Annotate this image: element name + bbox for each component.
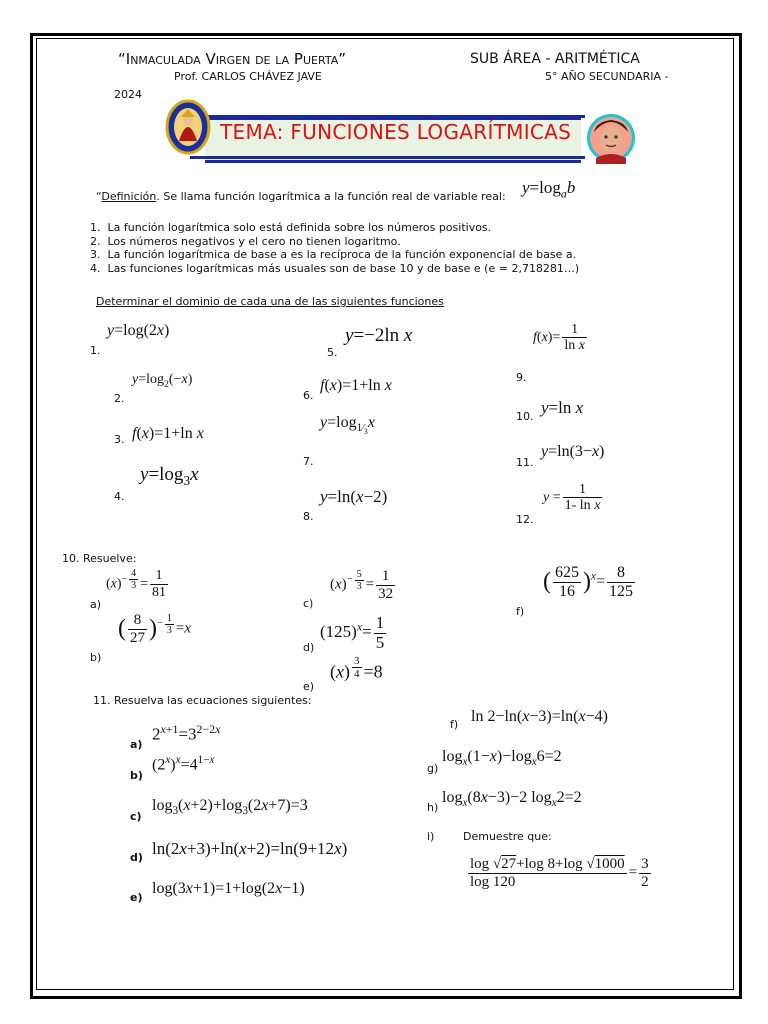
item-label: g) <box>427 762 439 775</box>
equation-11e: log(3x+1)=1+log(2x−1) <box>152 880 305 897</box>
function-12: y = $\frac{1}{\text{1- ln x}}$ <box>543 482 601 514</box>
teacher-avatar <box>586 112 636 164</box>
item-label: a) <box>90 598 102 611</box>
teacher-name: Prof. CARLOS CHÁVEZ JAVE <box>174 70 322 83</box>
topic-title: TEMA: FUNCIONES LOGARÍTMICAS <box>220 120 572 144</box>
property-item: 1. La función logarítmica solo está definida sobre los números positivos. <box>90 221 492 234</box>
equation-10a: $(x)^{- \frac{4}{3}}$ = $\frac{1}{81}$ <box>106 568 166 600</box>
exercise-number: 1. <box>90 344 101 357</box>
function-6: f(x)=1+ln x <box>320 377 392 394</box>
equation-11f: ln 2−ln(x−3)=ln(x−4) <box>471 708 608 725</box>
item-label: a) <box>130 738 143 751</box>
equation-10c: $(x)^{- \frac{5}{3}}$ = $\frac{1}{32}$ <box>330 568 394 602</box>
item-label: d) <box>130 851 143 864</box>
section-11-title: 11. Resuelva las ecuaciones siguientes: <box>93 694 312 707</box>
exercise-number: 9. <box>516 371 527 384</box>
exercise-number: 5. <box>327 346 338 359</box>
definition-quote: “ <box>96 190 102 203</box>
equation-11c: $\log_3(x+2)+\log_3(2x+7)=3$ <box>152 797 308 818</box>
equation-11b: $(2^x)^x=4^{1-x}$ <box>152 754 215 774</box>
definition-line <box>96 190 506 203</box>
exercise-number: 3. <box>114 433 125 446</box>
subject-area: SUB ÁREA - ARITMÉTICA <box>470 51 640 67</box>
section-10-title: 10. Resuelve: <box>62 552 137 565</box>
equation-11d: ln(2x+3)+ln(x+2)=ln(9+12x) <box>152 839 348 858</box>
item-label: i) <box>427 830 435 843</box>
equation-11h: $\log_x(8x-3)-2$ $\log_x2=2$ <box>442 789 582 810</box>
grade-label: 5° AÑO SECUNDARIA - <box>545 70 669 83</box>
equation-11g: $\log_x(1-x)-\log_x6=2$ <box>442 748 562 769</box>
equation-11a: $2^{x+1}=3^{2-2x}$ <box>152 722 221 744</box>
exercise-number: 8. <box>303 510 314 523</box>
equation-10b: ( $\frac{8}{27}$ )$^{- \frac{1}{3}}$ =x <box>118 612 192 646</box>
item-label: f) <box>450 718 459 731</box>
exercise-number: 4. <box>114 490 125 503</box>
prove-label: Demuestre que: <box>463 830 552 843</box>
school-name: “Inmaculada Virgen de la Puerta” <box>118 50 346 68</box>
equation-11i: $\frac{\log √27+\log 8+\log √1000}{\log 120}$ = $\frac{3}{2}$ <box>470 856 649 890</box>
function-8: y=ln(x−2) <box>320 487 388 506</box>
exercise-number: 10. <box>516 410 534 423</box>
exercise-number: 2. <box>114 392 125 405</box>
function-2: $y=\log_2(-x)$ <box>132 372 193 390</box>
banner-bottom-rule <box>190 156 585 159</box>
function-1: y=log(2x) <box>107 322 170 339</box>
item-label: c) <box>303 597 314 610</box>
definition-term: Definición <box>101 190 157 203</box>
property-item: 4. Las funciones logarítmicas más usuales son de base 10 y de base e (e = 2,718281…) <box>90 261 580 275</box>
function-3: f(x)=1+ln x <box>132 425 204 442</box>
item-label: b) <box>130 769 143 782</box>
item-label: e) <box>303 680 315 693</box>
function-11: y=ln(3−x) <box>541 443 605 460</box>
function-5: y=−2ln x <box>345 325 413 346</box>
equation-10d: $(125)^x=$ $\frac{1}{5}$ <box>320 613 385 652</box>
definition-formula: $y=\log_ab$ <box>522 178 576 201</box>
function-7: $y=\log_{1⁄_3}x$ <box>320 414 375 437</box>
equation-10e: (x) $^{\frac{3}{4}}$ =8 <box>330 655 383 682</box>
exercise-number: 12. <box>516 513 534 526</box>
year-label: 2024 <box>114 88 142 101</box>
item-label: h) <box>427 801 439 814</box>
item-label: b) <box>90 651 102 664</box>
definition-text: . Se llama función logarítmica a la función real de variable real: <box>156 190 506 203</box>
function-9: f(x)= $\frac{1}{\text{ln x}}$ <box>533 322 585 354</box>
property-item: 2. Los números negativos y el cero no tienen logaritmo. <box>90 234 401 248</box>
property-item: 3. La función logarítmica de base a es la recíproca de la función exponencial de base a. <box>90 248 577 261</box>
page-border-inner <box>36 38 734 990</box>
exercise-number: 6. <box>303 389 314 402</box>
exercise-number: 7. <box>303 455 314 468</box>
domain-heading: Determinar el dominio de cada una de las siguientes funciones <box>96 295 444 308</box>
properties-list <box>90 221 579 275</box>
item-label: f) <box>516 605 525 618</box>
function-10: y=ln x <box>541 398 584 417</box>
function-4: $y=\log_3x$ <box>140 464 199 488</box>
equation-10f: ( $\frac{625}{16}$ )$^x$= $\frac{8}{125}$ <box>543 564 633 600</box>
exercise-number: 11. <box>516 456 534 469</box>
school-crest-icon <box>165 99 211 155</box>
item-label: d) <box>303 641 315 654</box>
item-label: c) <box>130 810 142 823</box>
item-label: e) <box>130 891 143 904</box>
